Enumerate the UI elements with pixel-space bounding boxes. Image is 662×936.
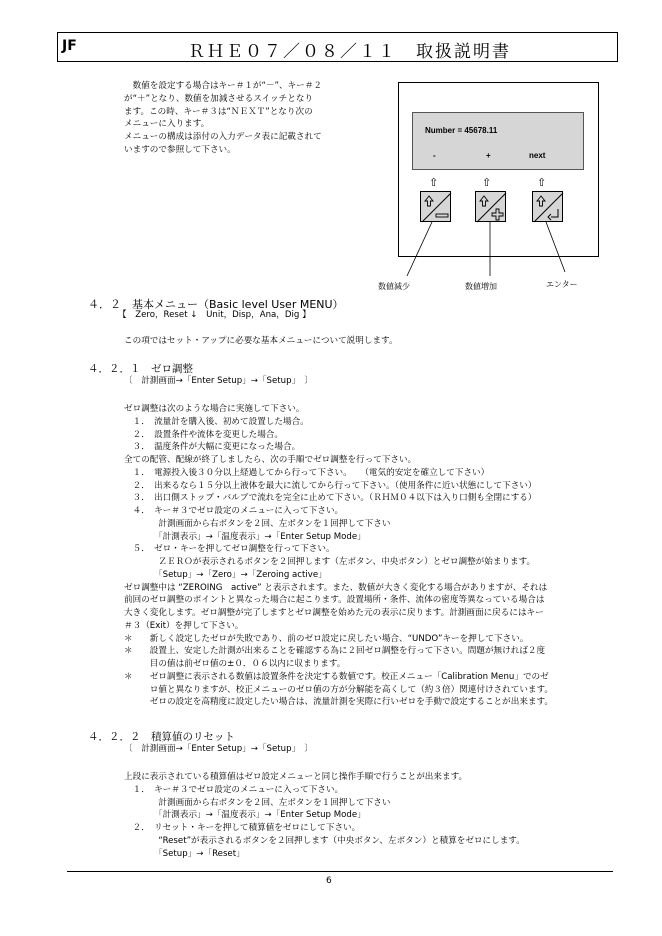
body-line: ２． リセット・キーを押して積算値をゼロにして下さい。 xyxy=(124,823,361,833)
intro-paragraph xyxy=(124,80,364,157)
section-4-2-1-heading: ４．２．１ ゼロ調整 xyxy=(88,363,193,375)
body-line: 「計測表示」→「温度表示」→「Enter Setup Mode」 xyxy=(124,810,366,821)
body-line: 「Setup」→「Reset」 xyxy=(124,848,245,859)
up-arrow-icon: ⇧ xyxy=(429,176,439,189)
lcd-number-line: Number = 45678.11 xyxy=(425,126,498,135)
body-line: 前回のゼロ調整のポイントと異なった場合に起こります。設置場所・条件、流体の密度等異なっている場合は xyxy=(124,595,545,606)
body-line: ＃３（Exit）を押して下さい。 xyxy=(124,620,244,631)
intro-line: メニューに入ります。 xyxy=(124,119,210,130)
up-arrow-icon: ⇧ xyxy=(482,176,492,189)
body-line: ロ値と異なりますが、校正メニューのゼロ値の方が分解能を高くして（約３倍）関連付けされています。 xyxy=(124,684,554,695)
up-arrow-icon: ⇧ xyxy=(537,176,547,189)
body-line: ４． キー＃３でゼロ設定のメニューに入って下さい。 xyxy=(124,506,344,516)
document-title: ＲＨＥ０７／０８／１１ 取扱説明書 xyxy=(188,42,511,62)
caption-increase: 数値増加 xyxy=(465,282,497,291)
intro-line: ます。この時、キー＃３は“ＮＥＸＴ”となり次の xyxy=(124,106,313,117)
body-line: 大きく変化します。ゼロ調整が完了しますとゼロ調整を始めた元の表示に戻ります。計測画面に戻るにはキー xyxy=(124,608,544,618)
section-4-2-desc: この項ではセット・アップに必要な基本メニューについて説明します。 xyxy=(124,336,398,346)
body-line: ２． 設置条件や流体を変更した場合。 xyxy=(124,429,283,440)
body-line: 目の値は前ゼロ値の±０．０６以内に収まります。 xyxy=(124,659,346,669)
caption-enter: エンター xyxy=(546,280,578,289)
body-line: ＺＥＲＯが表示されるボタンを２回押します（左ボタン、中央ボタン）とゼロ調整が始まります。 xyxy=(124,557,536,567)
body-line: ３． 出口側ストップ・バルブで流れを完全に止めて下さい。（ＲＨＭ０４以下は入り口側も全閉にする） xyxy=(124,493,537,504)
section-4-2-heading: ４．２ 基本メニュー（Basic level User MENU） xyxy=(88,298,344,311)
intro-line: 数値を設定する場合はキー＃１が“－”、キー＃２ xyxy=(124,81,322,91)
body-line: 「Setup」→「Zero」→「Zeroing active」 xyxy=(124,569,327,580)
intro-line: メニューの構成は添付の入力データ表に記載されて xyxy=(124,132,322,143)
body-line: ゼロの設定を高精度に設定したい場合は、流量計測を実際に行いゼロを手動で設定することが出来ます。 xyxy=(124,697,554,708)
body-line: 「計測表示」→「温度表示」→「Enter Setup Mode」 xyxy=(124,531,366,542)
body-line: ゼロ調整中は “ZEROING active” と表示されます。また、数値が大きく変化する場合がありますが、それは xyxy=(124,582,548,593)
section-4-2-2-body xyxy=(124,771,525,860)
section-4-2-1-body xyxy=(124,403,553,709)
body-line: 全ての配管、配線が終了しましたら、次の手順でゼロ調整を行って下さい。 xyxy=(124,455,417,465)
intro-line: が“＋”となり、数値を加減させるスイッチとなり xyxy=(124,93,314,104)
lcd-key-next: next xyxy=(529,151,546,160)
body-line: ゼロ調整は次のような場合に実施して下さい。 xyxy=(124,404,305,414)
footer-rule xyxy=(67,871,613,872)
plus-key-icon[interactable] xyxy=(475,191,506,222)
intro-line: いますので参照して下さい。 xyxy=(124,144,236,155)
enter-key-icon[interactable] xyxy=(532,191,563,222)
section-4-2-2-heading: ４．２．２ 積算値のリセット xyxy=(88,731,235,743)
body-line: ＊ 設置上、安定した計測が出来ることを確認する為に２回ゼロ調整を行って下さい。問題が無ければ２度 xyxy=(124,646,546,657)
lcd-key-plus: + xyxy=(486,151,491,160)
body-line: 計測画面から右ボタンを２回、左ボタンを１回押して下さい xyxy=(124,797,391,808)
body-line: ＊ 新しく設定したゼロが失敗であり、前のゼロ設定に戻したい場合、“UNDO”キーを押して下さい。 xyxy=(124,633,529,644)
caption-decrease: 数値減少 xyxy=(378,282,410,291)
body-line: ３． 温度条件が大幅に変更になった場合。 xyxy=(124,442,301,453)
body-line: ＊ ゼロ調整に表示される数値は設置条件を決定する数値です。校正メニュー「Calibration Menu」でのゼ xyxy=(124,671,549,682)
body-line: 上段に表示されている積算値はゼロ設定メニューと同じ操作手順で行うことが出来ます。 xyxy=(124,772,468,782)
body-line: “Reset”が表示されるボタンを２回押します（中央ボタン、左ボタン）と積算をゼロにします。 xyxy=(124,835,525,846)
page-number: 6 xyxy=(326,876,332,886)
body-line: ２． 出来るなら１５分以上液体を最大に流してから行って下さい。（使用条件に近い状態にして下さい） xyxy=(124,480,537,491)
body-line: １． キー＃３でゼロ設定のメニューに入って下さい。 xyxy=(124,784,344,795)
body-line: １． 流量計を購入後、初めて設置した場合。 xyxy=(124,416,309,427)
lcd-key-minus: - xyxy=(433,151,436,160)
company-logo: JF xyxy=(62,38,77,54)
section-4-2-1-path: 〔 計測画面→「Enter Setup」→「Setup」 〕 xyxy=(124,376,314,386)
lcd-display xyxy=(412,112,584,170)
section-4-2-2-path: 〔 計測画面→「Enter Setup」→「Setup」 〕 xyxy=(124,744,314,754)
minus-key-icon[interactable] xyxy=(420,191,451,222)
body-line: １． 電源投入後３０分以上経過してから行って下さい。 （電気的安定を確立して下さい） xyxy=(124,467,490,478)
section-4-2-path: 【 Zero，Reset ↓ Unit，Disp，Ana，Dig 】 xyxy=(118,310,311,320)
body-line: 計測画面から右ボタンを２回、左ボタンを１回押して下さい xyxy=(124,518,391,529)
caption-leader-lines xyxy=(390,222,590,282)
body-line: ５． ゼロ・キーを押してゼロ調整を行って下さい。 xyxy=(124,544,335,555)
page-header xyxy=(57,32,618,62)
